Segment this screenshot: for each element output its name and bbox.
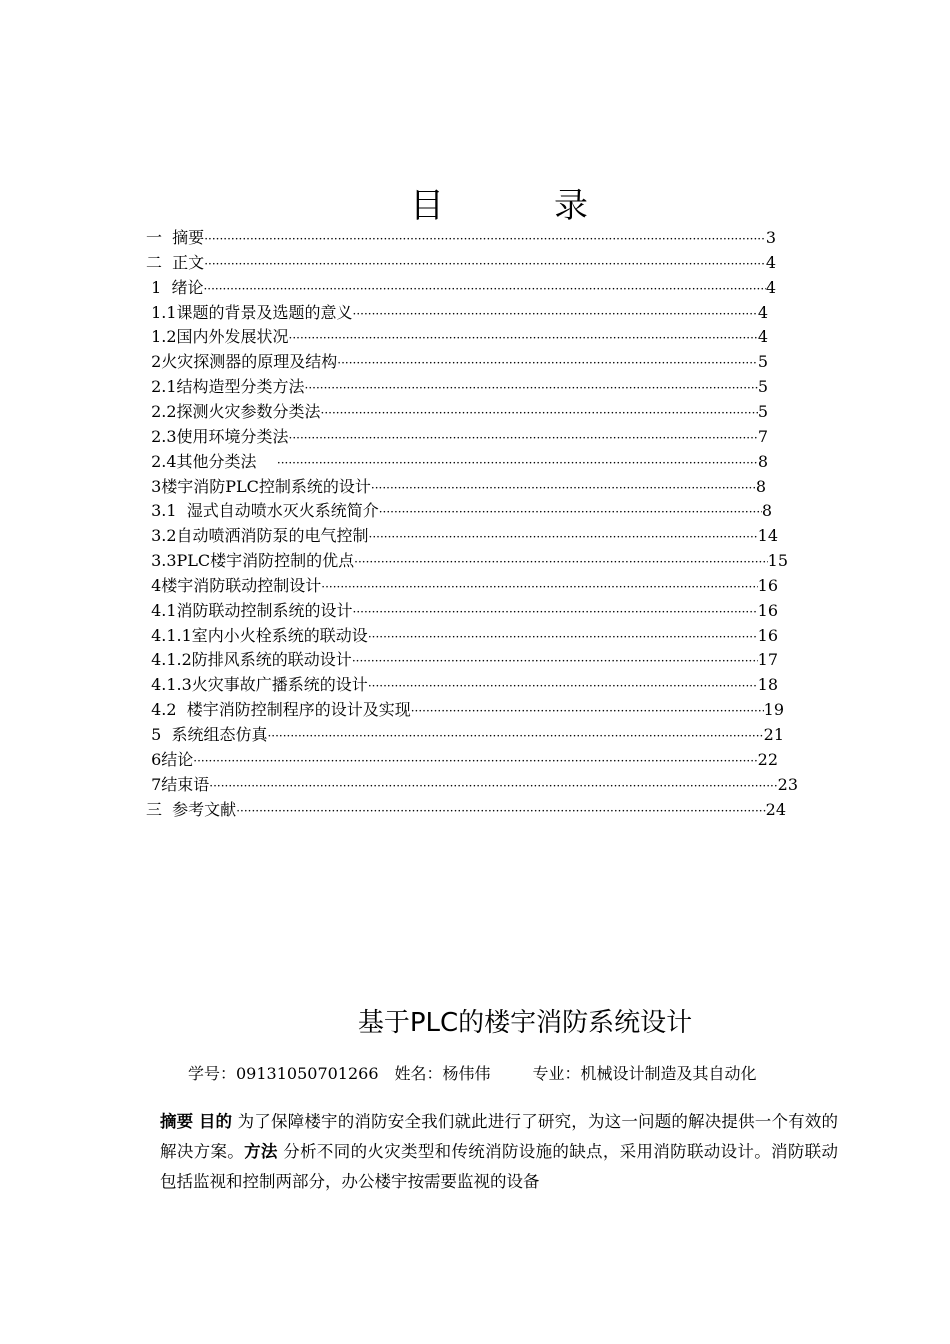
abstract-heading: 摘要 <box>160 1112 194 1131</box>
toc-entry-label: 2.2探测火灾参数分类法 <box>146 401 321 421</box>
toc-entry-label: 3楼宇消防PLC控制系统的设计 <box>146 476 371 496</box>
toc-entry-label: 2.4其他分类法 <box>146 451 277 471</box>
toc-leader-dots <box>371 475 756 499</box>
toc-entry <box>146 723 784 747</box>
toc-entry-page: 3 <box>765 228 776 247</box>
toc-entry-page: 5 <box>757 377 768 397</box>
toc-leader-dots <box>204 251 766 275</box>
toc-entry-page: 4 <box>757 327 768 347</box>
toc-entry-label: 2火灾探测器的原理及结构 <box>146 352 338 372</box>
toc-entry-label: 4.1.3火灾事故广播系统的设计 <box>146 675 368 695</box>
abstract-paragraph <box>160 1107 838 1197</box>
toc-leader-dots <box>305 375 758 399</box>
toc-entry <box>146 475 766 499</box>
method-label: 方法 <box>244 1142 278 1161</box>
toc-entry <box>146 226 776 250</box>
toc-entry <box>146 400 768 424</box>
toc-leader-dots <box>203 276 765 300</box>
toc-entry-label: 二 正文 <box>146 252 205 272</box>
toc-entry-label: 4.1.2防排风系统的联动设计 <box>146 650 352 670</box>
paper-title: 基于PLC的楼宇消防系统设计 <box>357 1008 693 1038</box>
toc-title-left: 目 <box>410 186 444 226</box>
toc-entry-page: 8 <box>755 476 766 496</box>
toc-entry-page: 7 <box>757 426 768 446</box>
toc-entry-page: 15 <box>767 551 788 571</box>
toc-leader-dots <box>277 450 758 474</box>
toc-entry-page: 4 <box>765 252 776 272</box>
toc-entry-label: 2.3使用环境分类法 <box>146 426 289 446</box>
toc-entry <box>146 574 778 598</box>
toc-entry-label: 1.1课题的背景及选题的意义 <box>146 302 353 322</box>
toc-entry <box>146 524 778 548</box>
toc-entry-page: 21 <box>763 725 784 744</box>
toc-entry <box>146 773 798 797</box>
toc-entry-page: 18 <box>757 675 778 695</box>
toc-entry-label: 4.1消防联动控制系统的设计 <box>146 600 353 620</box>
toc-leader-dots <box>289 325 758 349</box>
toc-entry-label: 5 系统组态仿真 <box>146 725 268 744</box>
toc-leader-dots <box>352 648 758 672</box>
toc-leader-dots <box>379 499 762 523</box>
toc-entry-label: 一 摘要 <box>146 228 205 247</box>
toc-entry-label: 4楼宇消防联动控制设计 <box>146 575 322 595</box>
toc-entry <box>146 748 778 772</box>
toc-entry <box>146 450 768 474</box>
toc-entry <box>146 549 788 573</box>
toc-entry-label: 4.1.1室内小火栓系统的联动设 <box>146 625 368 645</box>
toc-entry-page: 16 <box>757 600 778 620</box>
toc-leader-dots <box>204 226 766 250</box>
toc-leader-dots <box>236 798 765 822</box>
toc-entry <box>146 698 784 722</box>
student-name: 姓名：杨伟伟 <box>394 1064 491 1083</box>
toc-entry-label: 2.1结构造型分类方法 <box>146 377 305 397</box>
toc-entry-page: 5 <box>757 352 768 372</box>
toc-leader-dots <box>337 350 758 374</box>
toc-entry <box>146 325 768 349</box>
toc-entry <box>146 673 778 697</box>
toc-leader-dots <box>321 400 758 424</box>
toc-entry <box>146 350 768 374</box>
toc-entry-label: 4.2 楼宇消防控制程序的设计及实现 <box>146 700 411 720</box>
toc-entry <box>146 425 768 449</box>
toc-leader-dots <box>289 425 758 449</box>
student-major: 专业：机械设计制造及其自动化 <box>532 1064 757 1083</box>
student-id: 学号：09131050701266 <box>188 1064 379 1083</box>
toc-leader-dots <box>368 673 758 697</box>
toc-entry-page: 16 <box>757 575 778 595</box>
toc-entry-label: 1 绪论 <box>146 277 204 297</box>
toc-leader-dots <box>267 723 763 747</box>
toc-entry-page: 4 <box>765 277 776 297</box>
toc-entry <box>146 499 772 523</box>
toc-entry-label: 三 参考文献 <box>146 799 237 819</box>
toc-entry-label: 3.1 湿式自动喷水灭火系统简介 <box>146 501 379 521</box>
toc-entry <box>146 648 778 672</box>
toc-entry-page: 14 <box>757 526 778 546</box>
toc-entry-page: 23 <box>777 774 798 794</box>
toc-entry <box>146 276 776 300</box>
toc-entry-page: 22 <box>757 749 778 769</box>
toc-entry-label: 7结束语 <box>146 774 210 794</box>
toc-title <box>0 178 950 227</box>
toc-entry <box>146 375 768 399</box>
toc-leader-dots <box>193 748 757 772</box>
toc-entry-label: 3.2自动喷洒消防泵的电气控制 <box>146 526 369 546</box>
purpose-text: 为了保障楼宇的消防安全我们就此进行了研究，为这一问题的解决提供一个有效的解决方案。 <box>160 1112 839 1161</box>
toc-leader-dots <box>353 301 758 325</box>
toc-entry-page: 4 <box>757 302 768 322</box>
toc-entry <box>146 624 778 648</box>
toc-leader-dots <box>209 773 777 797</box>
toc-entry-page: 24 <box>765 799 786 819</box>
toc-entry <box>146 599 778 623</box>
toc-leader-dots <box>354 549 767 573</box>
method-text: 分析不同的火灾类型和传统消防设施的缺点，采用消防联动设计。消防联动包括监视和控制两部分，办公楼宇按需要监视的设备 <box>160 1142 838 1191</box>
author-line <box>188 1062 888 1086</box>
toc-entry-label: 1.2国内外发展状况 <box>146 327 289 347</box>
toc-entry-page: 19 <box>763 700 784 720</box>
toc-entry-page: 16 <box>757 625 778 645</box>
toc-entry <box>146 251 776 275</box>
purpose-label: 目的 <box>198 1112 233 1131</box>
toc-entry-page: 8 <box>761 501 772 521</box>
toc-entry-label: 6结论 <box>146 749 194 769</box>
toc-leader-dots <box>411 698 764 722</box>
toc-leader-dots <box>368 624 758 648</box>
toc-entry-page: 17 <box>757 650 778 670</box>
toc-entry <box>146 301 768 325</box>
toc-leader-dots <box>321 574 757 598</box>
toc-entry <box>146 798 786 822</box>
toc-entry-label: 3.3PLC楼宇消防控制的优点 <box>146 551 355 571</box>
toc-leader-dots <box>369 524 758 548</box>
toc-entry-page: 8 <box>757 451 768 471</box>
toc-entry-page: 5 <box>757 401 768 421</box>
toc-leader-dots <box>353 599 758 623</box>
toc-title-right: 录 <box>554 186 588 226</box>
